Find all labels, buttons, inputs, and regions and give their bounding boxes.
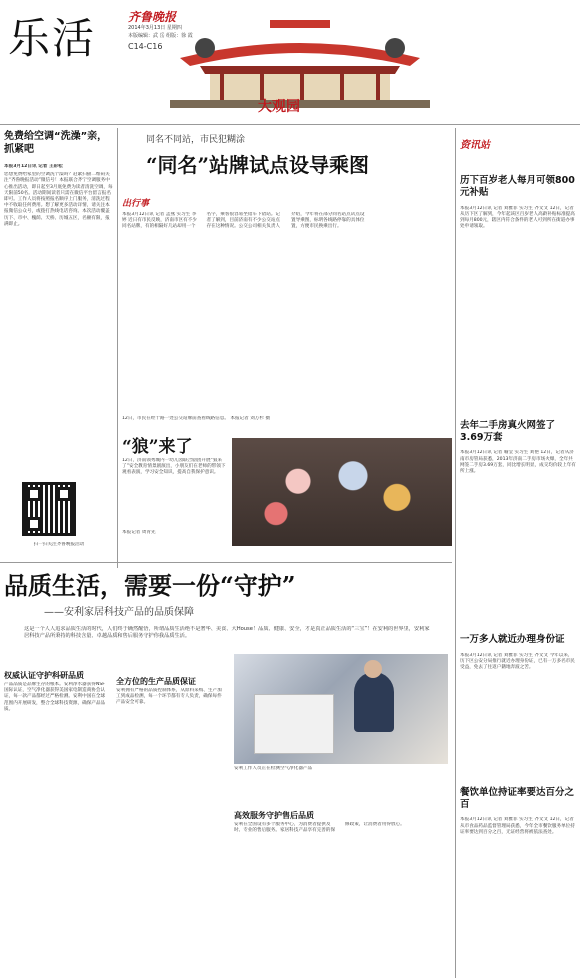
- story1-body: 本报3月12日讯 记者 孟燕 实习生 李婷 近日有市民反映，济南市区有不少同名站牌，有的相隔好几站却用一个名字，乘客很容易坐错车下错站。记者了解到，目前济南有不少公交站点存在这种情况。公交公司相关负责人介绍，今年将在部分同名站点试点设置导乘图，标明各线路停靠的具体位置，方便市民换乘出行。: [122, 212, 365, 230]
- masthead: [0, 0, 580, 128]
- section-title: 乐活: [8, 14, 97, 63]
- ac-byline: 本报3月12日讯 记者 王彩松: [4, 164, 63, 169]
- news-item-3-body: 本报3月12日讯 记者 刘雅菲 实习生 齐文文 今年以来，历下区公安分局推行就近办理身份证，已有一万多名市民受益，免去了往返户籍地奔波之苦。: [460, 652, 575, 671]
- story1-kicker: 同名不同站，市民犯糊涂: [146, 135, 246, 145]
- left-column: [4, 130, 114, 570]
- feature-lead: 这是一个人人追求品质生活的时代，人们终于确然醒悟，所谓品质生活绝不是奢华、美食、大House！品质、健康、安全，才是真正品质生活的“三宝”！在安利的世界里，安利家居科技产品所秉持的科技含量、卓越品质和售后服务守护你我品质生活。: [24, 626, 430, 640]
- news-column: [460, 130, 576, 976]
- feature-col1-body: 产品品质是品牌生存的根本。安利净水器获得NSF国际认证，空气净化器获得美国家电制造商协会认证，每一款产品都经过严格检测。安利中国在全球范围内开展研发，整合全球科技资源，确保产品品质。: [4, 682, 106, 712]
- news-item-1-headline: 历下百岁老人每月可领800元补贴: [460, 175, 575, 199]
- qr-code[interactable]: [22, 482, 76, 536]
- story2-credit: 本报记者 周青先: [122, 530, 156, 535]
- news-item-2-body: 本报3月12日讯 记者 喻莹 实习生 刘艳 12日，记者从济南市房管局获悉，2013年济南二手房市场火爆，全年共网签二手房3.69万套，同比增长明显，成交均价较上年有所上涨。: [460, 450, 576, 474]
- feature-subhead: ——安利家居科技产品的品质保障: [44, 607, 194, 618]
- section-banner: 大观园: [258, 99, 300, 115]
- issue-date: 2014年3月13日 星期四: [128, 25, 182, 31]
- news-item-4-body: 本报3月12日讯 记者 刘雅菲 实习生 齐文文 12日，记者从市食品药品监督管理局获悉，今年全市餐饮服务单位持证率要达到百分之百，无证经营将被依法查处。: [460, 817, 575, 835]
- news-item-2-headline: 去年二手房真火网签了3.69万套: [460, 419, 556, 444]
- story2-body: 12日，济南领秀城内一幼儿园联合剧团开展“狼来了”安全教育情景剧演出，小朋友们在老师的带领下观看表演，学习安全知识，提高自我保护意识。: [122, 458, 226, 476]
- feature-col3-body: 安利在全国设有多个服务中心，为消费者提供及时、专业的售后服务。家居科技产品享有完善的保修政策，让消费者用得放心。: [234, 822, 405, 834]
- page-range: C14-C16: [128, 42, 163, 51]
- paper-logo: 齐鲁晚报: [128, 10, 177, 24]
- story-wolf: [122, 432, 452, 552]
- feature-photo: [234, 654, 448, 764]
- kindergarten-photo: [232, 438, 452, 546]
- pavilion-illustration: [170, 18, 430, 118]
- news-item-4-headline: 餐饮单位持证率要达百分之百: [460, 786, 575, 811]
- feature-col3-head: 高效服务守护售后品质: [234, 811, 314, 820]
- news-item-1-body: 本报3月12日讯 记者 刘雅菲 实习生 齐文文 12日，记者从历下区了解到，今年起该区百岁老人高龄补贴标准提高到每月800元，辖区内符合条件的老人可到所在街道办事处申请领取。: [460, 205, 575, 230]
- feature-col2-body: 安利拥有严格的品质控制体系，从原料采购、生产加工到成品检测，每一个环节都有专人负责，确保每件产品安全可靠。: [116, 688, 222, 706]
- ac-cleaning-headline: 免费给空调“洗澡”亲，抓紧吧: [4, 131, 108, 155]
- qr-caption: 扫一扫关注齐鲁晚报活动: [33, 542, 85, 547]
- feature-headline: 品质生活，需要一份“守护”: [4, 571, 296, 600]
- feature-amway: [4, 566, 452, 976]
- feature-col1-head: 权威认证守护科研品质: [4, 671, 84, 680]
- ac-body: 您想免费给家里的空调洗个澡吗？赶紧扫描二维码关注“齐鲁晚报活动”微信号！本报联合齐宁空调服务中心推出活动，即日起至3月底免费为读者清洗空调，每天限前50名。活动期间读者只需在微信平台留言报名即可。工作人员将按照报名顺序上门服务，清洗过程中不收取任何费用。想了解更多活动详情，请关注本报微信公众号，或拨打热线电话咨询。本次活动覆盖历下、市中、槐荫、天桥、历城五区，名额有限，报满即止。: [4, 172, 113, 227]
- editors-line: 本版编辑：武 岳 组版：徐 霞: [128, 33, 193, 39]
- story-bus-signs: [122, 132, 452, 437]
- story1-column-tag: 出行事: [122, 199, 150, 209]
- feature-col2-head: 全方位的生产品质保证: [116, 677, 196, 686]
- story2-headline: “狼”来了: [122, 437, 193, 457]
- story1-caption: 12日，市民在经十路一处公交站牌前查看线路信息。 本报记者 刘万杉 摄: [122, 416, 271, 421]
- news-item-3-headline: 一万多人就近办理身份证: [460, 634, 565, 646]
- story1-headline: “同名”站牌试点设导乘图: [146, 153, 370, 177]
- feature-photo-caption: 安利工作人员正在检测空气净化器产品: [234, 766, 313, 771]
- news-tag: 资讯站: [460, 140, 490, 151]
